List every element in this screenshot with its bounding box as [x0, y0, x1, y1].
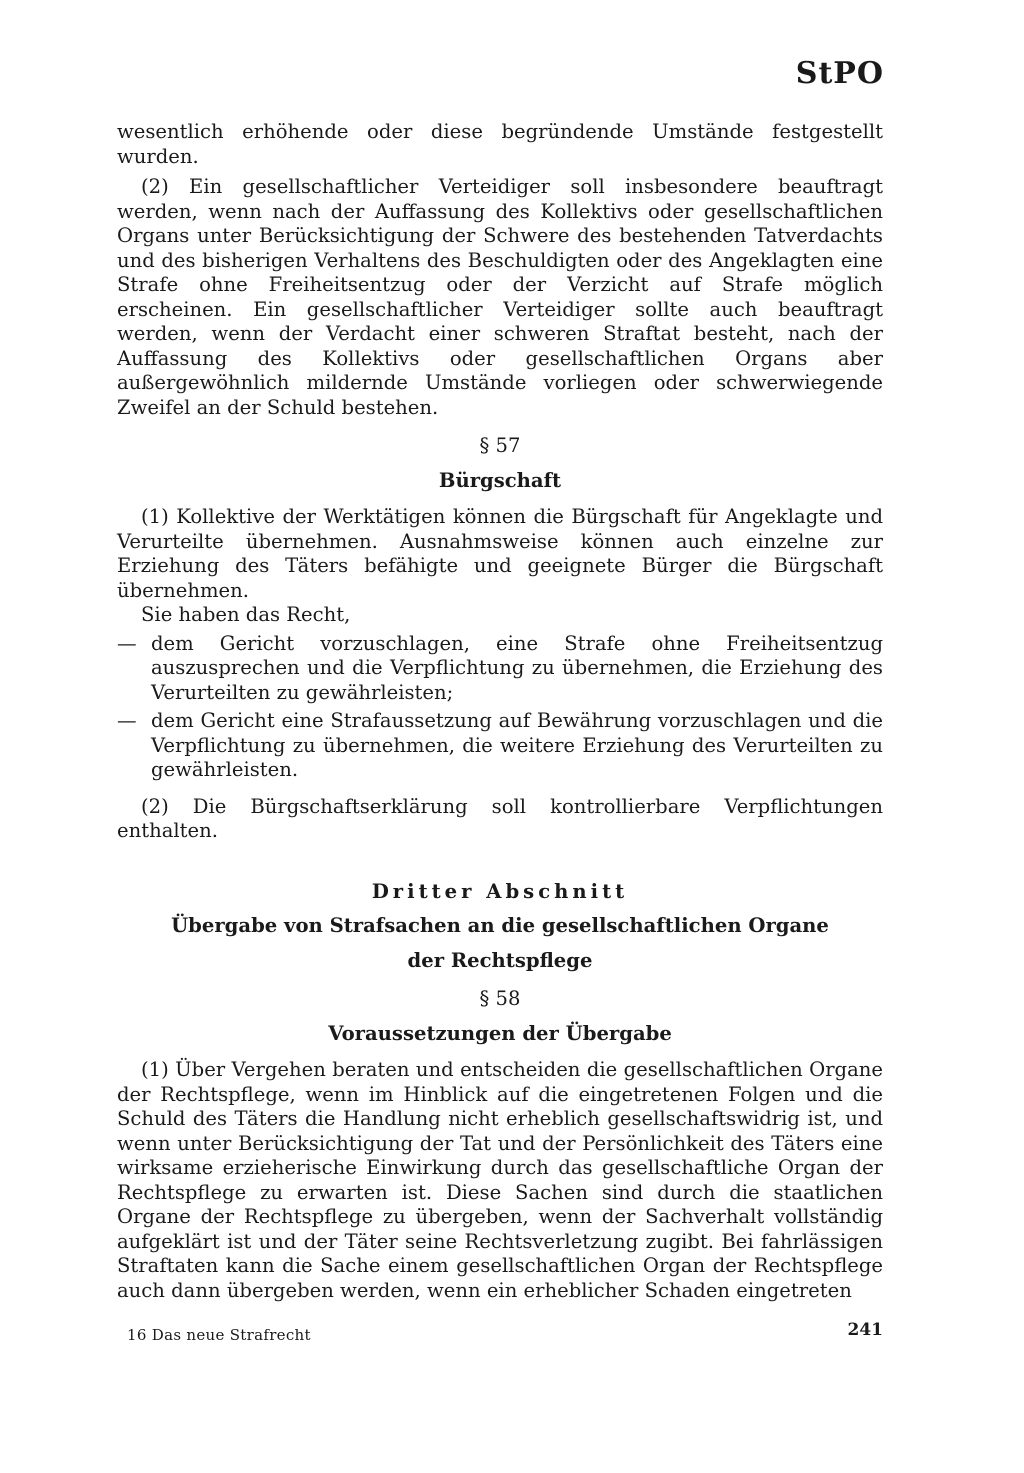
paragraph-2: (2) Ein gesellschaftlicher Verteidiger soll insbesondere beauftragt werden, wenn nach der Auffassung des Kollektivs oder gesellschaftlichen Organs unter Berücksichtigung der Schwere des bestehenden Tatverdachts und des bisherigen Verhaltens des Beschuldigten oder des Angeklagten eine Strafe ohne Freiheitsentzug oder der Verzicht auf Strafe möglich erscheinen. Ein gesellschaftlicher Verteidiger sollte auch beauftragt werden, wenn der Verdacht einer schweren Straftat besteht, nach der Auffassung des Kollektivs oder gesellschaftlichen Organs aber außergewöhnlich mildernde Umstände vorliegen oder schwerwiegende Zweifel an der Schuld bestehen.: [117, 175, 883, 419]
running-header: StPO: [795, 56, 884, 91]
printer-signature: 16 Das neue Strafrecht: [127, 1326, 311, 1344]
section-58-title: Voraussetzungen der Übergabe: [328, 1021, 672, 1045]
list-item: [117, 632, 883, 706]
continuation-paragraph: wesentlich erhöhende oder diese begründende Umstände festgestellt wurden.: [117, 120, 883, 168]
section-58-number: § 58: [479, 987, 521, 1010]
list-item-text: dem Gericht eine Strafaussetzung auf Bewährung vorzuschlagen und die Verpflichtung zu übernehmen, die weitere Erziehung des Verurteilten zu gewährleisten.: [151, 709, 883, 781]
section-57-paragraph-1: (1) Kollektive der Werktätigen können die Bürgschaft für Angeklagte und Verurteilte übernehmen. Ausnahmsweise können auch einzelne zur Erziehung des Täters befähigte und geeignete Bürger die Bürgschaft übernehmen.: [117, 505, 883, 602]
section-57-rights-intro: Sie haben das Recht,: [141, 603, 351, 626]
chapter-title-line-2: der Rechtspflege: [407, 948, 593, 972]
dash-marker: —: [117, 631, 137, 655]
section-57-paragraph-2: (2) Die Bürgschaftserklärung soll kontrollierbare Verpflichtungen enthalten.: [117, 794, 883, 842]
page-body: [117, 120, 883, 1303]
dash-marker: —: [117, 709, 137, 732]
list-item: [117, 709, 883, 783]
section-57-number: § 57: [479, 434, 521, 457]
chapter-title-line-1: Übergabe von Strafsachen an die gesellschaftlichen Organe: [171, 914, 829, 937]
section-58-paragraph-1: (1) Über Vergehen beraten und entscheiden die gesellschaftlichen Organe der Rechtspflege, wenn im Hinblick auf die eingetretenen Folgen und die Schuld des Täters die Handlung nicht erheblich gesellschaftswidrig ist, und wenn unter Berücksichtigung der Tat und der Persönlichkeit des Täters eine wirksame erzieherische Einwirkung durch das gesellschaftliche Organ der Rechtspflege zu erwarten ist. Diese Sachen sind durch die staatlichen Organe der Rechtspflege zu übergeben, wenn der Sachverhalt vollständig aufgeklärt ist und der Täter seine Rechtsverletzung zugibt. Bei fahrlässigen Straftaten kann die Sache einem gesellschaftlichen Organ der Rechtspflege auch dann übergeben werden, wenn ein erheblicher Schaden eingetreten: [117, 1058, 883, 1302]
section-57-title: Bürgschaft: [438, 468, 562, 492]
chapter-label: Dritter Abschnitt: [371, 879, 629, 903]
page-number: 241: [847, 1320, 883, 1340]
list-item-text: dem Gericht vorzuschlagen, eine Strafe ohne Freiheitsentzug auszusprechen und die Verpflichtung zu übernehmen, die Erziehung des Verurteilten zu gewährleisten;: [151, 631, 883, 704]
